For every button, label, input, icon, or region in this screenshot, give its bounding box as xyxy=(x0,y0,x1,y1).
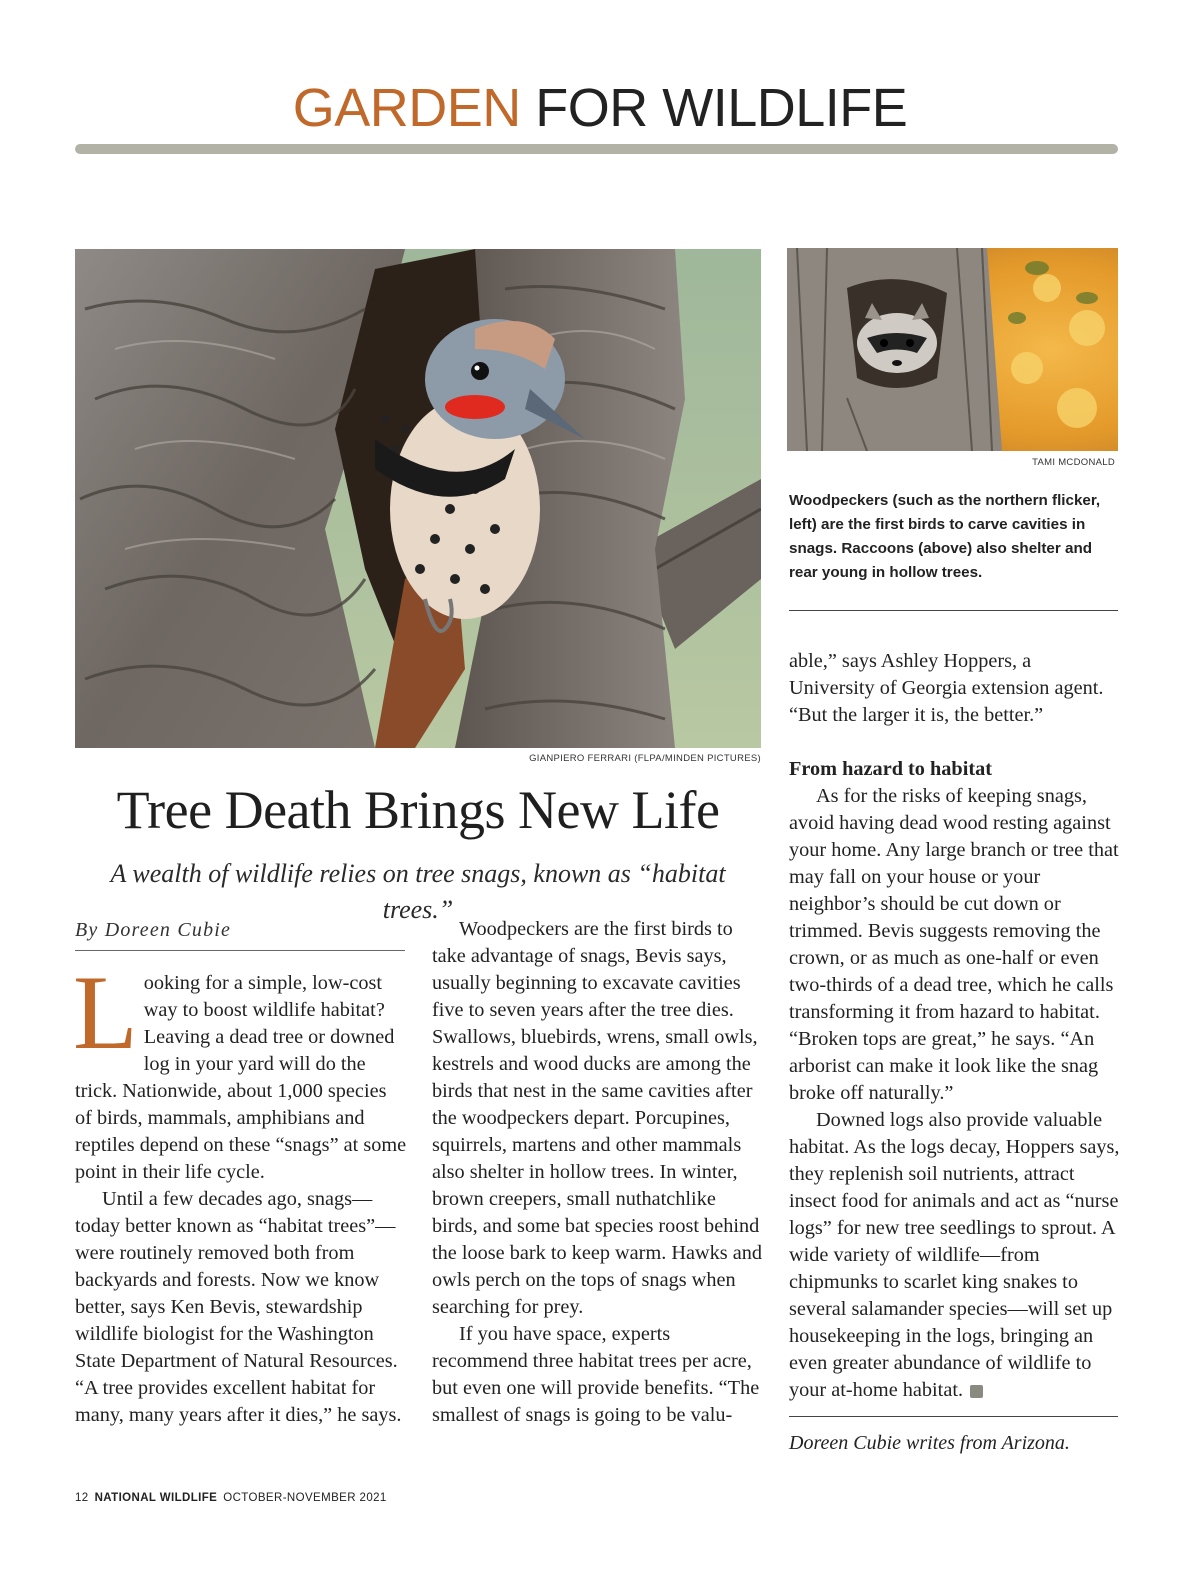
header-rule xyxy=(75,144,1118,154)
page-number: 12 xyxy=(75,1492,89,1504)
article-byline: By Doreen Cubie xyxy=(75,919,232,941)
flicker-photo xyxy=(75,249,761,748)
paragraph: As for the risks of keeping snags, avoid having dead wood resting against your home. Any large branch or tree that may fall on your house or your neighbor’s should be cut down or trimmed. Bevis suggests removing the crown, or as much as one-half or even two-thirds of a dead tree, which he calls transforming it from hazard to habitat. “Broken tops are great,” he says. “An arborist can make it look like the snag broke off naturally.” xyxy=(789,785,1119,1104)
paragraph: Woodpeckers are the first birds to take advantage of snags, Bevis says, usually beginning to excavate cavities five to seven years after the tree dies. Swallows, bluebirds, wrens, small owls, kestrels and wood ducks are among the birds that nest in the same cavities after the woodpeckers depart. Porcupines, squirrels, martens and other mammals also shelter in hollow trees. In winter, brown creepers, small nuthatchlike birds, and some bat species roost behind the loose bark to keep warm. Hawks and owls perch on the tops of snags when searching for prey. xyxy=(432,918,763,1318)
bio-divider xyxy=(789,1416,1118,1417)
byline-divider xyxy=(75,950,405,951)
article-dek: A wealth of wildlife relies on tree snags, known as “habitat trees.” xyxy=(110,859,726,924)
paragraph: able,” says Ashley Hoppers, a University of Georgia extension agent. “But the larger it is, the better.” xyxy=(789,650,1104,726)
section-title xyxy=(0,78,1200,138)
raccoon-photo xyxy=(787,248,1118,451)
section-title-rest: FOR WILDLIFE xyxy=(535,78,908,138)
magazine-name: NATIONAL WILDLIFE xyxy=(94,1492,218,1504)
issue-date: OCTOBER-NOVEMBER 2021 xyxy=(223,1492,387,1504)
drop-cap: L xyxy=(73,954,138,1071)
side-photo-credit: TAMI MCDONALD xyxy=(1032,457,1115,468)
section-subhead: From hazard to habitat xyxy=(789,758,992,780)
paragraph-text: Downed logs also provide valuable habitat. As the logs decay, Hoppers says, they replenish soil nutrients, attract insect food for animals and act as “nurse logs” for new tree seedlings to sprout. A wide variety of wildlife—from chipmunks to scarlet king snakes to several salamander species—will set up housekeeping in the logs, bringing an even greater abundance of wildlife to your at-home habitat. xyxy=(789,1109,1120,1401)
body-column-2 xyxy=(432,916,764,1429)
main-photo-credit: GIANPIERO FERRARI (FLPA/MINDEN PICTURES) xyxy=(529,753,761,764)
author-bio: Doreen Cubie writes from Arizona. xyxy=(789,1432,1070,1454)
end-mark-icon: W xyxy=(970,1385,983,1398)
article-headline: Tree Death Brings New Life xyxy=(116,780,720,840)
paragraph xyxy=(789,1107,1121,1404)
photo-caption: Woodpeckers (such as the northern flicker, left) are the first birds to carve cavities in snags. Raccoons (above) also shelter and rear young in hollow trees. xyxy=(789,492,1101,581)
paragraph: If you have space, experts recommend three habitat trees per acre, but even one will provide benefits. “The smallest of snags is going to be valu- xyxy=(432,1323,760,1426)
paragraph: Until a few decades ago, snags—today better known as “habitat trees”—were routinely removed both from backyards and forests. Now we know better, says Ken Bevis, stewardship wildlife biologist for the Washington State Department of Natural Resources. “A tree provides excellent habitat for many, many years after it dies,” he says. xyxy=(75,1188,402,1426)
page-footer xyxy=(75,1492,387,1504)
paragraph xyxy=(73,954,407,1186)
body-column-3 xyxy=(789,648,1121,1404)
body-column-1 xyxy=(73,954,407,1429)
paragraph-text: ooking for a simple, low-cost way to boost wildlife habitat? Leaving a dead tree or downed log in your yard will do the trick. Nationwide, about 1,000 species of birds, mammals, amphibians and reptiles depend on these “snags” at some point in their life cycle. xyxy=(75,972,407,1183)
caption-divider xyxy=(789,610,1118,611)
section-title-accent: GARDEN xyxy=(292,78,521,138)
